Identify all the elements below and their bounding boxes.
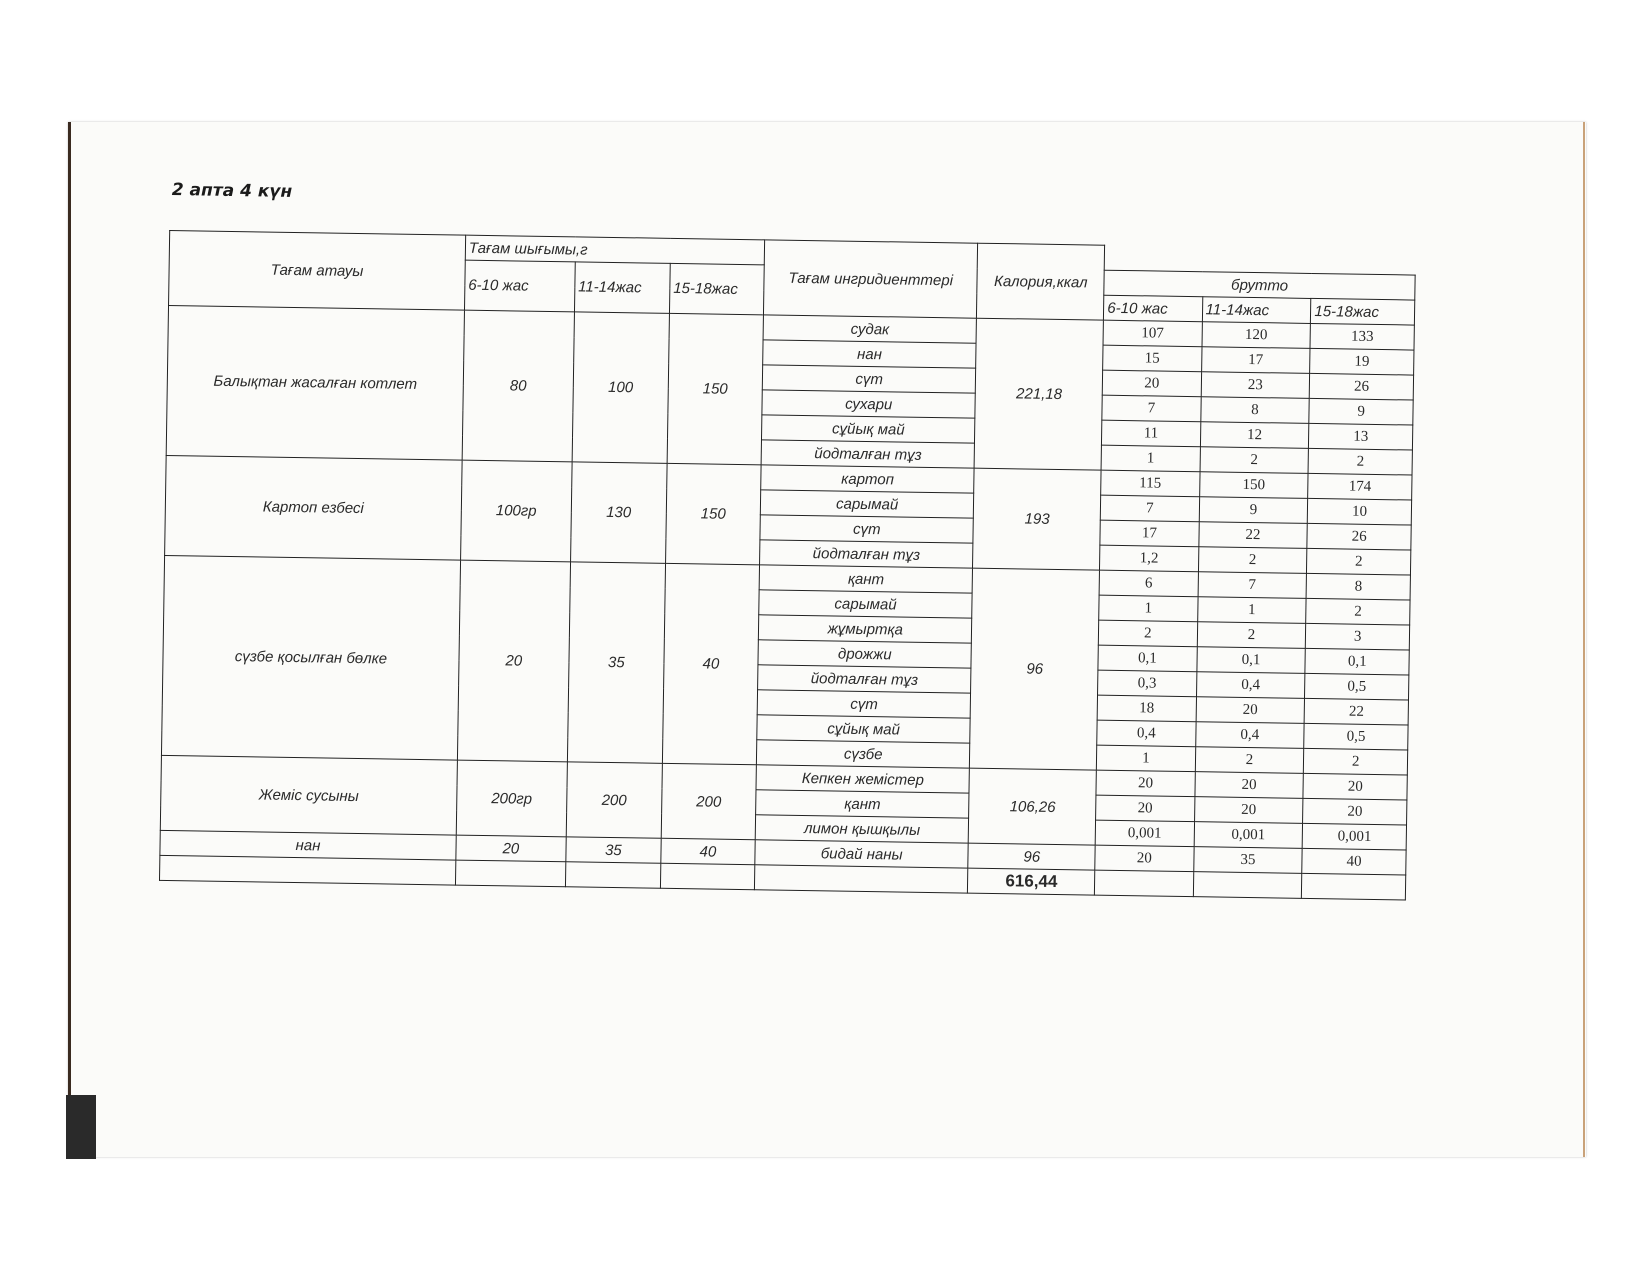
total-empty-cell: [1193, 872, 1302, 899]
ingredient-name: сарымай: [760, 490, 974, 518]
gross-value: 3: [1306, 623, 1410, 650]
gross-value: 2: [1197, 622, 1306, 649]
ingredient-name: судак: [763, 315, 977, 343]
gross-value: 0,001: [1303, 823, 1407, 850]
ingredient-name: лимон қышқылы: [755, 815, 969, 843]
ingredient-name: сарымай: [759, 590, 973, 618]
dish-output: 40: [661, 838, 755, 864]
ingredient-name: қант: [759, 565, 973, 593]
gross-value: 7: [1102, 395, 1201, 422]
dish-name: Балықтан жасалған котлет: [166, 305, 464, 460]
dish-name: нан: [160, 830, 456, 860]
gross-value: 1: [1099, 595, 1198, 622]
dish-calories: 96: [970, 568, 1100, 770]
gross-value: 0,1: [1196, 647, 1305, 674]
dish-output: 130: [570, 462, 667, 563]
header-row: [169, 231, 1415, 276]
page-title: 2 апта 4 күн: [171, 180, 293, 202]
ingredient-name: Кепкен жемістер: [756, 765, 970, 793]
total-empty-cell: [455, 860, 565, 887]
gross-value: 2: [1304, 748, 1408, 775]
header-gross-age: 15-18жас: [1311, 298, 1415, 325]
dish-output: 40: [662, 563, 759, 764]
ingredient-name: йодталған тұз: [761, 440, 975, 468]
document: [159, 180, 1420, 901]
gross-value: 2: [1307, 548, 1411, 575]
gross-value: 1,2: [1100, 545, 1199, 572]
gross-value: 2: [1306, 598, 1410, 625]
ingredient-name: бидай наны: [755, 840, 969, 868]
dish-calories: 96: [968, 843, 1095, 870]
gross-value: 26: [1310, 373, 1414, 400]
dish-output: 20: [456, 835, 566, 862]
dish-output: 100: [572, 312, 669, 463]
gross-value: 150: [1199, 472, 1308, 499]
gross-value: 20: [1096, 795, 1195, 822]
ingredient-name: жұмыртқа: [758, 615, 972, 643]
gross-value: 2: [1099, 620, 1198, 647]
gross-value: 120: [1202, 322, 1311, 349]
gross-value: 174: [1308, 473, 1412, 500]
dish-output: 200гр: [456, 760, 567, 837]
header-gross-age: 11-14жас: [1202, 297, 1311, 324]
ingredient-name: картоп: [761, 465, 975, 493]
ingredient-name: сүт: [762, 365, 976, 393]
table-body: [159, 305, 1414, 900]
gross-value: 17: [1100, 520, 1199, 547]
gross-value: 10: [1308, 498, 1412, 525]
gross-value: 0,4: [1195, 722, 1304, 749]
header-output-age: 6-10 жас: [464, 260, 575, 312]
ingredient-name: сүзбе: [756, 740, 970, 768]
gross-value: 22: [1304, 698, 1408, 725]
gross-value: 9: [1309, 398, 1413, 425]
gross-value: 133: [1310, 323, 1414, 350]
gross-value: 20: [1096, 770, 1195, 797]
gross-value: 20: [1194, 797, 1303, 824]
dish-name: Картоп езбесі: [165, 455, 462, 560]
gross-value: 20: [1196, 697, 1305, 724]
gross-value: 35: [1193, 847, 1302, 874]
gross-value: 20: [1095, 845, 1194, 872]
gross-value: 2: [1308, 448, 1412, 475]
paper-shadow: [66, 1095, 96, 1159]
gross-value: 0,4: [1196, 672, 1305, 699]
gross-value: 26: [1307, 523, 1411, 550]
gross-value: 18: [1097, 695, 1196, 722]
gross-value: 1: [1101, 445, 1200, 472]
dish-name: сүзбе қосылған бөлке: [161, 555, 460, 760]
dish-calories: 106,26: [969, 768, 1097, 845]
header-calories: Калория,ккал: [977, 243, 1105, 320]
dish-calories: 221,18: [974, 318, 1103, 470]
dish-output: 200: [661, 763, 756, 839]
dish-output: 35: [566, 837, 661, 863]
gross-value: 2: [1200, 447, 1309, 474]
gross-value: 0,5: [1304, 723, 1408, 750]
dish-output: 20: [457, 560, 570, 762]
gross-value: 8: [1306, 573, 1410, 600]
ingredient-name: нан: [763, 340, 977, 368]
gross-value: 8: [1200, 397, 1309, 424]
gross-value: 9: [1199, 497, 1308, 524]
gross-value: 19: [1310, 348, 1414, 375]
gross-value: 107: [1103, 320, 1202, 347]
header-output-age: 11-14жас: [574, 262, 670, 313]
gross-value: 0,001: [1095, 820, 1194, 847]
gross-value: 2: [1195, 747, 1304, 774]
header-ingredients: Тағам ингридиенттері: [763, 240, 978, 318]
gross-value: 115: [1101, 470, 1200, 497]
total-calories: 616,44: [968, 868, 1095, 895]
ingredient-name: сұйық май: [757, 715, 971, 743]
gross-value: 0,5: [1305, 673, 1409, 700]
ingredient-name: дрожжи: [758, 640, 972, 668]
dish-output: 150: [665, 463, 761, 564]
gross-value: 7: [1101, 495, 1200, 522]
total-empty-cell: [660, 863, 754, 889]
gross-value: 6: [1099, 570, 1198, 597]
gross-value: 1: [1197, 597, 1306, 624]
ingredient-name: сүт: [760, 515, 974, 543]
dish-output: 200: [566, 762, 662, 838]
gross-value: 20: [1303, 798, 1407, 825]
total-empty-cell: [1095, 870, 1194, 897]
dish-calories: 193: [973, 468, 1101, 570]
gross-value: 20: [1102, 370, 1201, 397]
gross-value: 13: [1309, 423, 1413, 450]
gross-value: 0,001: [1194, 822, 1303, 849]
gross-value: 11: [1102, 420, 1201, 447]
gross-value: 12: [1200, 422, 1309, 449]
gross-value: 1: [1097, 745, 1196, 772]
ingredient-name: сұйық май: [761, 415, 975, 443]
ingredient-name: йодталған тұз: [759, 540, 973, 568]
ingredient-name: сухари: [762, 390, 976, 418]
header-gross-group: брутто: [1104, 270, 1415, 300]
gross-value: 23: [1201, 372, 1310, 399]
dish-output: 35: [567, 562, 665, 763]
ingredient-name: йодталған тұз: [758, 665, 972, 693]
total-empty-cell: [754, 865, 968, 893]
gross-value: 20: [1194, 772, 1303, 799]
dish-output: 80: [462, 310, 574, 462]
header-dish-name: Тағам атауы: [169, 231, 466, 311]
dish-output: 100гр: [460, 460, 571, 562]
header-gross-age: 6-10 жас: [1104, 295, 1203, 322]
gross-value: 15: [1103, 345, 1202, 372]
header-output-age: 15-18жас: [669, 263, 764, 314]
header-output-group: Тағам шығымы,г: [465, 235, 764, 265]
gross-value: 22: [1198, 522, 1307, 549]
total-empty-cell: [565, 862, 660, 888]
paper-edge: [1583, 122, 1585, 1157]
gross-value: 17: [1201, 347, 1310, 374]
gross-value: 40: [1302, 848, 1406, 875]
gross-value: 0,1: [1098, 645, 1197, 672]
dish-output: 150: [667, 313, 763, 464]
gross-value: 20: [1303, 773, 1407, 800]
total-empty-cell: [1302, 873, 1406, 900]
gross-value: 2: [1198, 547, 1307, 574]
total-empty-cell: [159, 855, 455, 885]
ingredient-name: сүт: [757, 690, 971, 718]
dish-name: Жеміс сусыны: [160, 755, 457, 835]
ingredient-name: қант: [756, 790, 970, 818]
gross-value: 0,1: [1305, 648, 1409, 675]
gross-value: 0,4: [1097, 720, 1196, 747]
gross-value: 0,3: [1098, 670, 1197, 697]
gross-value: 7: [1198, 572, 1307, 599]
menu-table: [159, 230, 1416, 901]
